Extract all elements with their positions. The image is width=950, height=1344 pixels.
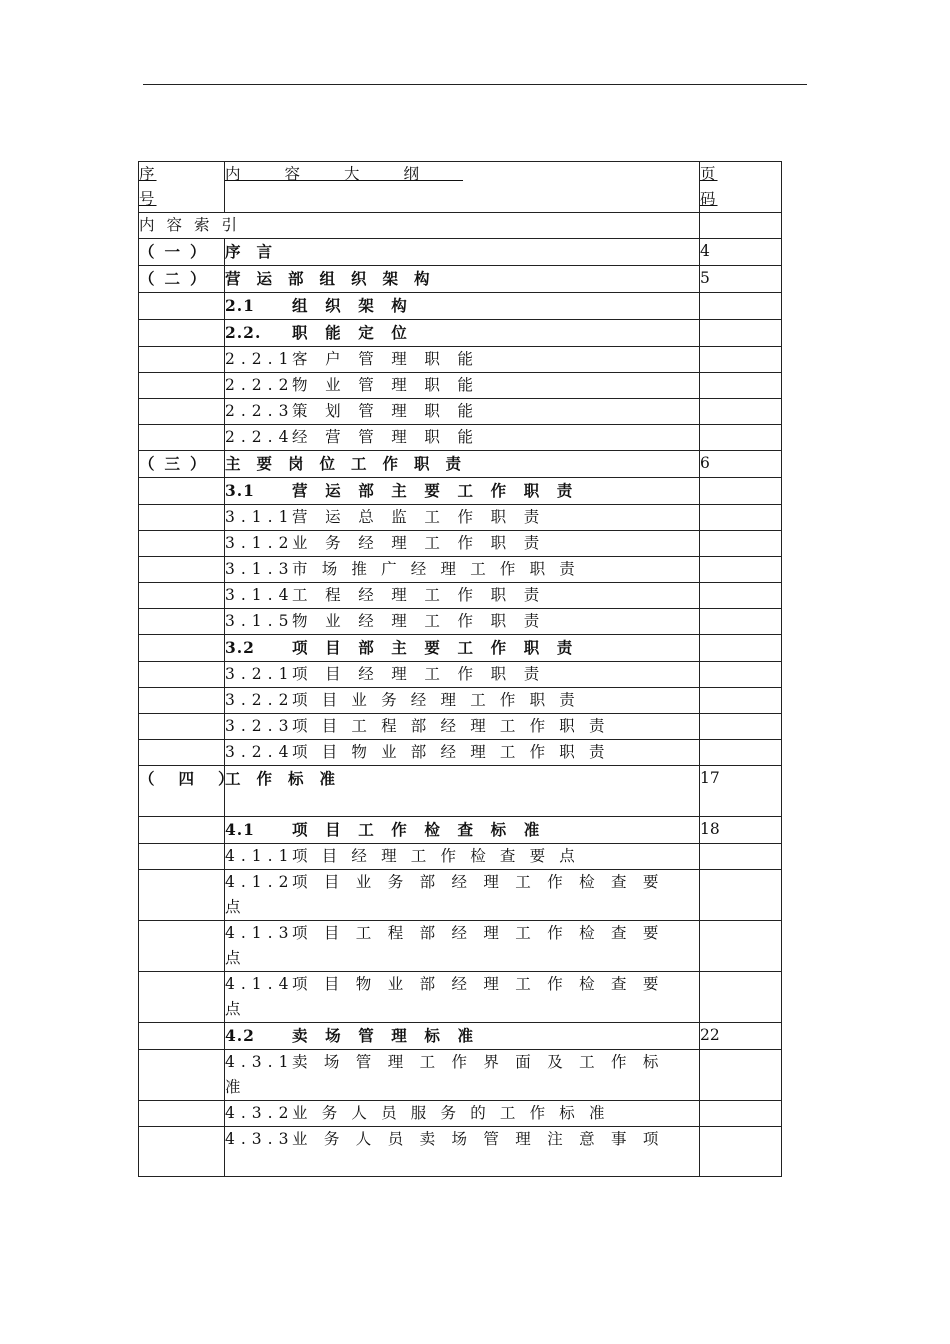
toc-row <box>139 740 782 766</box>
toc-row <box>139 816 782 843</box>
toc-number-cell <box>139 320 225 347</box>
toc-number-cell <box>139 373 225 399</box>
toc-row <box>139 399 782 425</box>
section-code: 2.2.1 <box>225 350 295 368</box>
toc-title-cell <box>225 266 700 293</box>
section-code: 4.3.3 <box>225 1129 295 1148</box>
toc-page-cell <box>700 347 782 373</box>
header-rule <box>143 84 807 85</box>
toc-row <box>139 688 782 714</box>
toc-title-cell <box>225 320 700 347</box>
toc-number-cell <box>139 1049 225 1100</box>
toc-page-cell <box>700 662 782 688</box>
toc-entry-title: 营运部主要工作职责 <box>292 481 590 500</box>
section-code: 3.2 <box>225 638 255 657</box>
toc-entry-title: 物业经理工作职责 <box>292 612 557 630</box>
toc-entry-title: 项目工程部经理工作检查要点 <box>225 923 675 967</box>
toc-title-cell <box>225 1022 700 1049</box>
toc-entry-title: 业务人员服务的工作标准 <box>292 1103 619 1122</box>
toc-row <box>139 843 782 869</box>
index-label-row <box>139 213 782 239</box>
page-number: 4 <box>700 242 710 260</box>
toc-number-cell <box>139 1022 225 1049</box>
toc-number-cell <box>139 531 225 557</box>
toc-number-cell <box>139 1126 225 1177</box>
toc-row <box>139 766 782 817</box>
toc-page-cell <box>700 531 782 557</box>
table-header-row <box>139 162 782 213</box>
toc-page-cell <box>700 1100 782 1126</box>
toc-page-cell <box>700 1049 782 1100</box>
toc-row <box>139 1100 782 1126</box>
toc-title-cell <box>225 531 700 557</box>
index-label-cell <box>139 213 700 239</box>
section-code: 4.2 <box>225 1025 255 1045</box>
toc-title-cell <box>225 662 700 688</box>
toc-number-cell <box>139 869 225 920</box>
section-code: 3.1.2 <box>225 534 295 552</box>
toc-entry-title: 主要岗位工作职责 <box>225 454 478 473</box>
toc-row <box>139 1126 782 1177</box>
toc-page-cell <box>700 843 782 869</box>
section-code: 4.1.3 <box>225 923 295 942</box>
toc-row <box>139 239 782 266</box>
section-code: 3.2.3 <box>225 717 295 735</box>
toc-number-cell <box>139 239 225 266</box>
toc-entry-title: 项目部主要工作职责 <box>292 638 590 657</box>
toc-title-cell <box>225 1126 700 1177</box>
toc-row <box>139 478 782 505</box>
toc-row <box>139 583 782 609</box>
section-code: 2.1 <box>225 296 255 315</box>
section-code: 3.1 <box>225 481 255 500</box>
toc-number-cell <box>139 293 225 320</box>
toc-number-cell <box>139 1100 225 1126</box>
toc-title-cell <box>225 451 700 478</box>
page-number: 6 <box>700 454 710 472</box>
toc-title-cell <box>225 635 700 662</box>
section-code: 4.3.2 <box>225 1103 295 1122</box>
toc-page-cell <box>700 1126 782 1177</box>
toc-title-cell <box>225 505 700 531</box>
toc-row <box>139 609 782 635</box>
toc-page-cell <box>700 1022 782 1049</box>
toc-body <box>139 239 782 1177</box>
section-code: 4.1.4 <box>225 974 295 993</box>
toc-title-cell <box>225 766 700 817</box>
toc-entry-title: 业务经理工作职责 <box>292 534 557 552</box>
toc-page-cell <box>700 766 782 817</box>
chapter-number: （二） <box>139 269 216 288</box>
section-code: 4.1 <box>225 819 255 839</box>
page-number: 22 <box>700 1025 720 1044</box>
toc-number-cell <box>139 843 225 869</box>
toc-page-cell <box>700 920 782 971</box>
toc-number-cell <box>139 583 225 609</box>
toc-row <box>139 320 782 347</box>
toc-page-cell <box>700 425 782 451</box>
header-title-cell <box>225 162 700 213</box>
toc-page-cell <box>700 557 782 583</box>
toc-title-cell <box>225 583 700 609</box>
toc-title-cell <box>225 557 700 583</box>
toc-title-cell <box>225 971 700 1022</box>
toc-title-cell <box>225 1100 700 1126</box>
toc-page-cell <box>700 266 782 293</box>
header-number-cell <box>139 162 225 213</box>
section-code: 3.2.4 <box>225 743 295 761</box>
toc-page-cell <box>700 478 782 505</box>
toc-entry-title: 营运部组织架构 <box>225 269 446 288</box>
section-code: 3.1.3 <box>225 560 295 578</box>
toc-entry-title: 职能定位 <box>292 323 425 342</box>
header-number-label: 序号 <box>139 165 157 208</box>
section-code: 3.2.2 <box>225 691 295 709</box>
section-code: 3.2.1 <box>225 665 295 683</box>
header-title-label: 内容大纲 <box>225 165 464 183</box>
section-code: 3.1.4 <box>225 586 295 604</box>
toc-page-cell <box>700 714 782 740</box>
toc-page-cell <box>700 239 782 266</box>
header-page-label: 页码 <box>700 165 718 208</box>
toc-page-cell <box>700 320 782 347</box>
toc-row <box>139 425 782 451</box>
toc-entry-title: 项目经理工作检查要点 <box>292 846 590 865</box>
toc-number-cell <box>139 740 225 766</box>
section-code: 4.3.1 <box>225 1052 295 1071</box>
toc-number-cell <box>139 816 225 843</box>
toc-page-cell <box>700 635 782 662</box>
toc-title-cell <box>225 1049 700 1100</box>
toc-page-cell <box>700 399 782 425</box>
toc-number-cell <box>139 971 225 1022</box>
page-number: 5 <box>700 269 710 287</box>
chapter-number: （三） <box>139 454 216 473</box>
toc-number-cell <box>139 920 225 971</box>
toc-number-cell <box>139 478 225 505</box>
toc-entry-title: 项目业务经理工作职责 <box>292 691 590 709</box>
toc-entry-title: 卖场管理标准 <box>292 1025 491 1045</box>
toc-title-cell <box>225 843 700 869</box>
toc-number-cell <box>139 347 225 373</box>
section-code: 4.1.2 <box>225 872 295 891</box>
toc-title-cell <box>225 714 700 740</box>
toc-row <box>139 505 782 531</box>
toc-entry-title: 市场推广经理工作职责 <box>292 560 590 578</box>
toc-entry-title: 策划管理职能 <box>292 402 491 420</box>
toc-entry-title: 卖场管理工作界面及工作标准 <box>225 1052 675 1096</box>
toc-entry-title: 经营管理职能 <box>292 428 491 446</box>
toc-title-cell <box>225 920 700 971</box>
toc-title-cell <box>225 688 700 714</box>
toc-row <box>139 1022 782 1049</box>
toc-title-cell <box>225 239 700 266</box>
toc-page-cell <box>700 688 782 714</box>
toc-entry-title: 客户管理职能 <box>292 350 491 368</box>
toc-entry-title: 营运总监工作职责 <box>292 508 557 526</box>
toc-page-cell <box>700 609 782 635</box>
toc-number-cell <box>139 399 225 425</box>
toc-page-cell <box>700 971 782 1022</box>
toc-entry-title: 序言 <box>225 242 289 261</box>
toc-page-cell <box>700 583 782 609</box>
toc-number-cell <box>139 425 225 451</box>
section-code: 2.2.2 <box>225 376 295 394</box>
toc-row <box>139 557 782 583</box>
toc-page-cell <box>700 816 782 843</box>
section-code: 2.2.3 <box>225 402 295 420</box>
toc-page-cell <box>700 451 782 478</box>
chapter-number: （一） <box>139 242 216 261</box>
toc-entry-title: 组织架构 <box>292 296 425 315</box>
toc-row <box>139 451 782 478</box>
toc-number-cell <box>139 635 225 662</box>
toc-number-cell <box>139 766 258 817</box>
page-number: 18 <box>700 819 720 838</box>
toc-title-cell <box>225 740 700 766</box>
toc-row <box>139 1049 782 1100</box>
toc-entry-title: 业务人员卖场管理注意事项 <box>292 1129 675 1148</box>
section-code: 3.1.1 <box>225 508 295 526</box>
toc-title-cell <box>225 478 700 505</box>
toc-page-cell <box>700 869 782 920</box>
index-label: 内容索引 <box>139 216 250 234</box>
toc-number-cell <box>139 714 225 740</box>
toc-entry-title: 项目工作检查标准 <box>292 819 557 839</box>
toc-title-cell <box>225 609 700 635</box>
toc-entry-title: 项目经理工作职责 <box>292 665 557 683</box>
section-code: 2.2.4 <box>225 428 295 446</box>
toc-row <box>139 266 782 293</box>
toc-number-cell <box>139 451 225 478</box>
toc-page-cell <box>700 293 782 320</box>
toc-row <box>139 662 782 688</box>
toc-entry-title: 项目物业部经理工作职责 <box>292 743 619 761</box>
toc-number-cell <box>139 688 225 714</box>
chapter-number: （四） <box>139 769 258 788</box>
toc-page-cell <box>700 373 782 399</box>
toc-entry-title: 项目工程部经理工作职责 <box>292 717 619 735</box>
header-page-cell <box>700 162 782 213</box>
toc-entry-title: 项目业务部经理工作检查要点 <box>225 872 675 916</box>
toc-number-cell <box>139 609 225 635</box>
toc-number-cell <box>139 557 225 583</box>
toc-row <box>139 920 782 971</box>
toc-row <box>139 293 782 320</box>
toc-entry-title: 工程经理工作职责 <box>292 586 557 604</box>
section-code: 4.1.1 <box>225 846 295 865</box>
toc-title-cell <box>225 399 700 425</box>
toc-row <box>139 373 782 399</box>
toc-title-cell <box>225 869 700 920</box>
table-of-contents <box>138 161 782 1177</box>
section-code: 3.1.5 <box>225 612 295 630</box>
toc-number-cell <box>139 266 225 293</box>
toc-entry-title: 物业管理职能 <box>292 376 491 394</box>
toc-entry-title: 工作标准 <box>225 769 352 788</box>
toc-title-cell <box>225 373 700 399</box>
toc-title-cell <box>225 425 700 451</box>
toc-row <box>139 714 782 740</box>
toc-number-cell <box>139 662 225 688</box>
toc-entry-title: 项目物业部经理工作检查要点 <box>225 974 675 1018</box>
page-number: 17 <box>700 769 720 787</box>
toc-title-cell <box>225 347 700 373</box>
toc-row <box>139 531 782 557</box>
toc-page-cell <box>700 505 782 531</box>
toc-page-cell <box>700 740 782 766</box>
index-page-cell <box>700 213 782 239</box>
toc-row <box>139 635 782 662</box>
toc-title-cell <box>225 816 700 843</box>
toc-row <box>139 971 782 1022</box>
toc-title-cell <box>225 293 700 320</box>
section-code: 2.2. <box>225 323 262 342</box>
toc-number-cell <box>139 505 225 531</box>
toc-row <box>139 869 782 920</box>
toc-row <box>139 347 782 373</box>
